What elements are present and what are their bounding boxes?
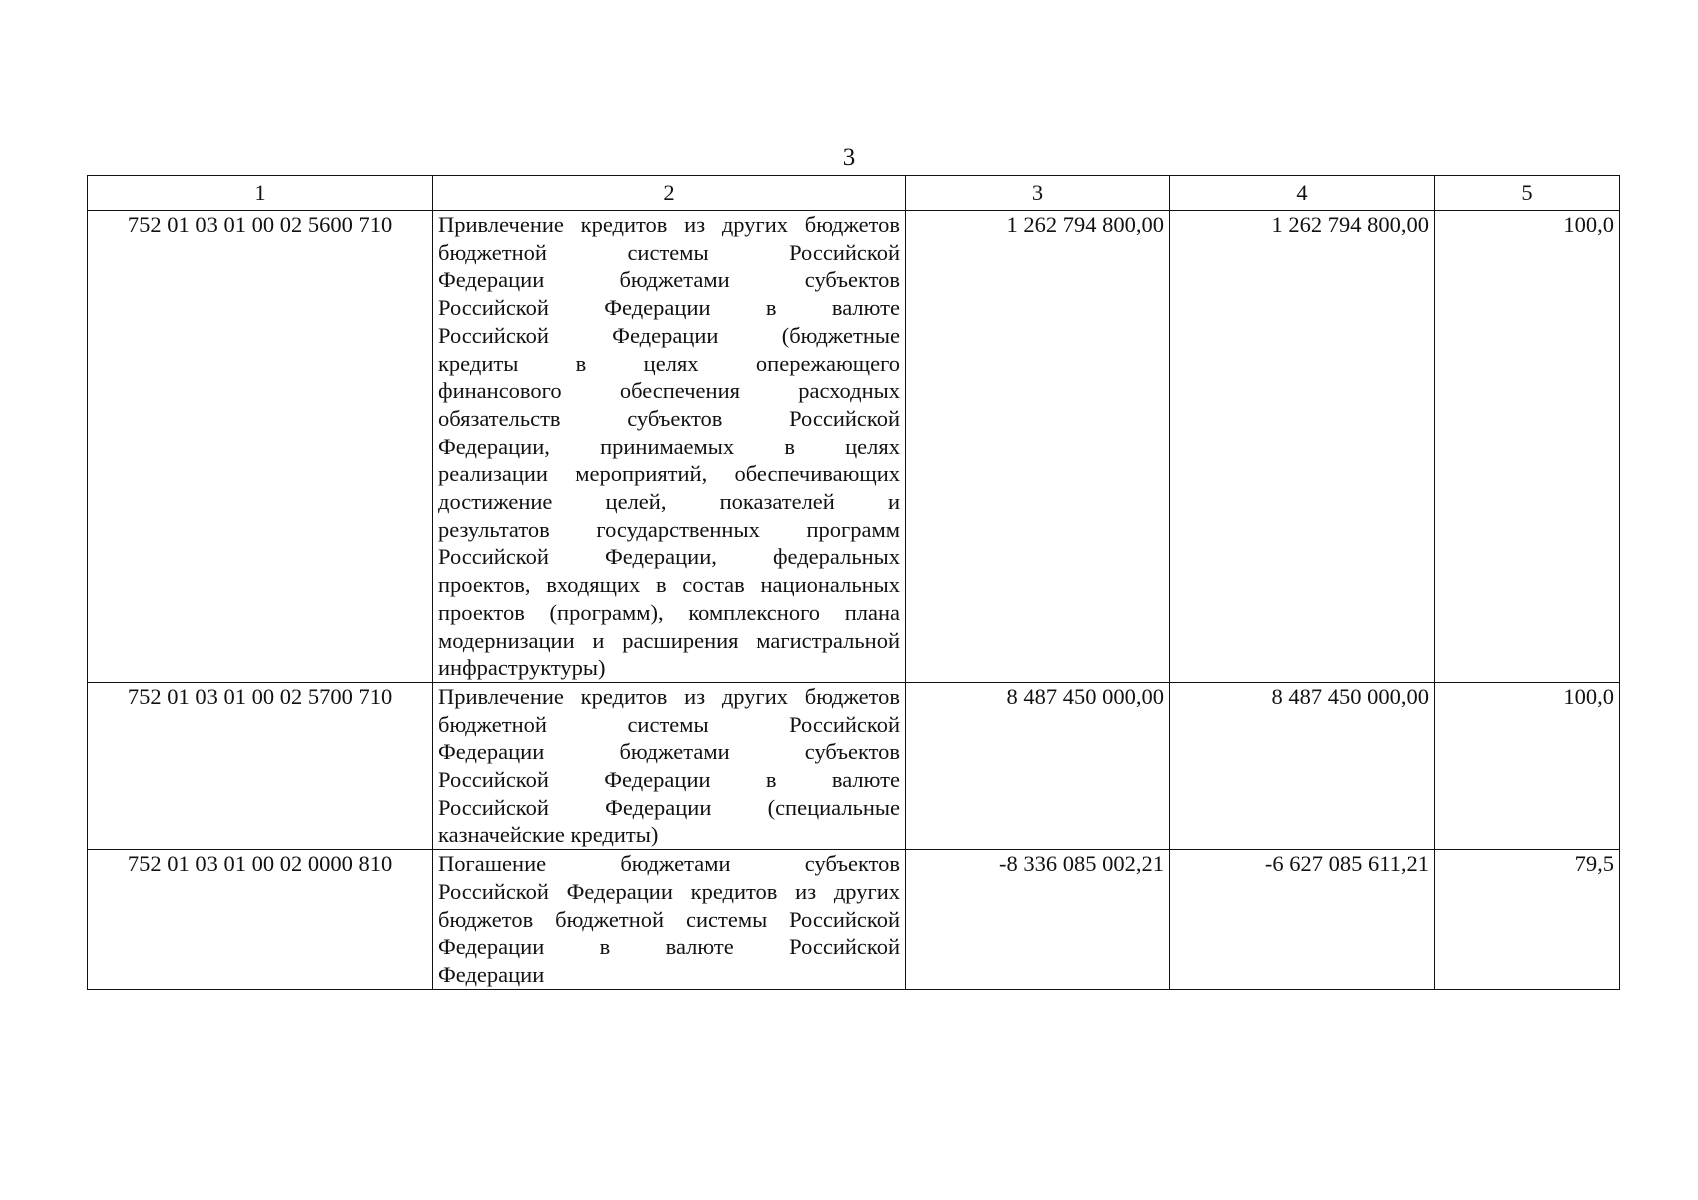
description-line: Российской Федерации в валюте <box>438 295 900 321</box>
description-line: результатов государственных программ <box>438 516 900 542</box>
execution-percent-cell: 100,0 <box>1435 211 1620 683</box>
column-header-4: 4 <box>1170 176 1435 211</box>
column-header-5: 5 <box>1435 176 1620 211</box>
description-line: Федерации в валюте Российской <box>438 934 900 960</box>
table-body <box>88 211 1620 990</box>
description-cell <box>433 211 906 683</box>
description-line: Российской Федерации кредитов из других <box>438 878 900 904</box>
page-number: 3 <box>842 144 856 171</box>
column-header-2: 2 <box>433 176 906 211</box>
description-line: казначейские кредиты) <box>438 822 659 848</box>
description-line: Федерации, принимаемых в целях <box>438 433 900 459</box>
description-line: достижение целей, показателей и <box>438 489 900 515</box>
description-line: финансового обеспечения расходных <box>438 378 900 404</box>
description-line: бюджетной системы Российской <box>438 239 900 265</box>
description-line: проектов (программ), комплексного плана <box>438 599 900 625</box>
executed-amount-cell: -6 627 085 611,21 <box>1170 850 1435 990</box>
executed-amount-cell: 8 487 450 000,00 <box>1170 682 1435 849</box>
description-cell <box>433 850 906 990</box>
description-line: Привлечение кредитов из других бюджетов <box>438 212 900 237</box>
description-line: обязательств субъектов Российской <box>438 405 900 431</box>
description-line: бюджетов бюджетной системы Российской <box>438 906 900 932</box>
table-row <box>88 850 1620 990</box>
description-line: Федерации <box>438 961 545 987</box>
table-header-row <box>88 176 1620 211</box>
description-line: Российской Федерации (специальные <box>438 794 900 820</box>
description-line: модернизации и расширения магистральной <box>438 627 900 653</box>
table-row <box>88 211 1620 683</box>
budget-code-cell: 752 01 03 01 00 02 5700 710 <box>88 682 433 849</box>
execution-percent-cell: 100,0 <box>1435 682 1620 849</box>
budget-table <box>87 175 1620 990</box>
description-line: Привлечение кредитов из других бюджетов <box>438 683 900 709</box>
description-line: Российской Федерации в валюте <box>438 767 900 793</box>
description-line: Федерации бюджетами субъектов <box>438 267 900 293</box>
table-row <box>88 682 1620 849</box>
description-line: Погашение бюджетами субъектов <box>438 851 900 877</box>
column-header-1: 1 <box>88 176 433 211</box>
planned-amount-cell: 8 487 450 000,00 <box>906 682 1170 849</box>
description-line: кредиты в целях опережающего <box>438 350 900 376</box>
column-header-3: 3 <box>906 176 1170 211</box>
planned-amount-cell: 1 262 794 800,00 <box>906 211 1170 683</box>
execution-percent-cell: 79,5 <box>1435 850 1620 990</box>
budget-code-cell: 752 01 03 01 00 02 5600 710 <box>88 211 433 683</box>
description-line: бюджетной системы Российской <box>438 711 900 737</box>
description-line: Федерации бюджетами субъектов <box>438 739 900 765</box>
description-line: Российской Федерации, федеральных <box>438 544 900 570</box>
description-line: инфраструктуры) <box>438 655 606 681</box>
planned-amount-cell: -8 336 085 002,21 <box>906 850 1170 990</box>
executed-amount-cell: 1 262 794 800,00 <box>1170 211 1435 683</box>
description-line: проектов, входящих в состав национальных <box>438 572 900 598</box>
description-line: реализации мероприятий, обеспечивающих <box>438 461 900 487</box>
budget-code-cell: 752 01 03 01 00 02 0000 810 <box>88 850 433 990</box>
description-cell <box>433 682 906 849</box>
description-line: Российской Федерации (бюджетные <box>438 322 900 348</box>
